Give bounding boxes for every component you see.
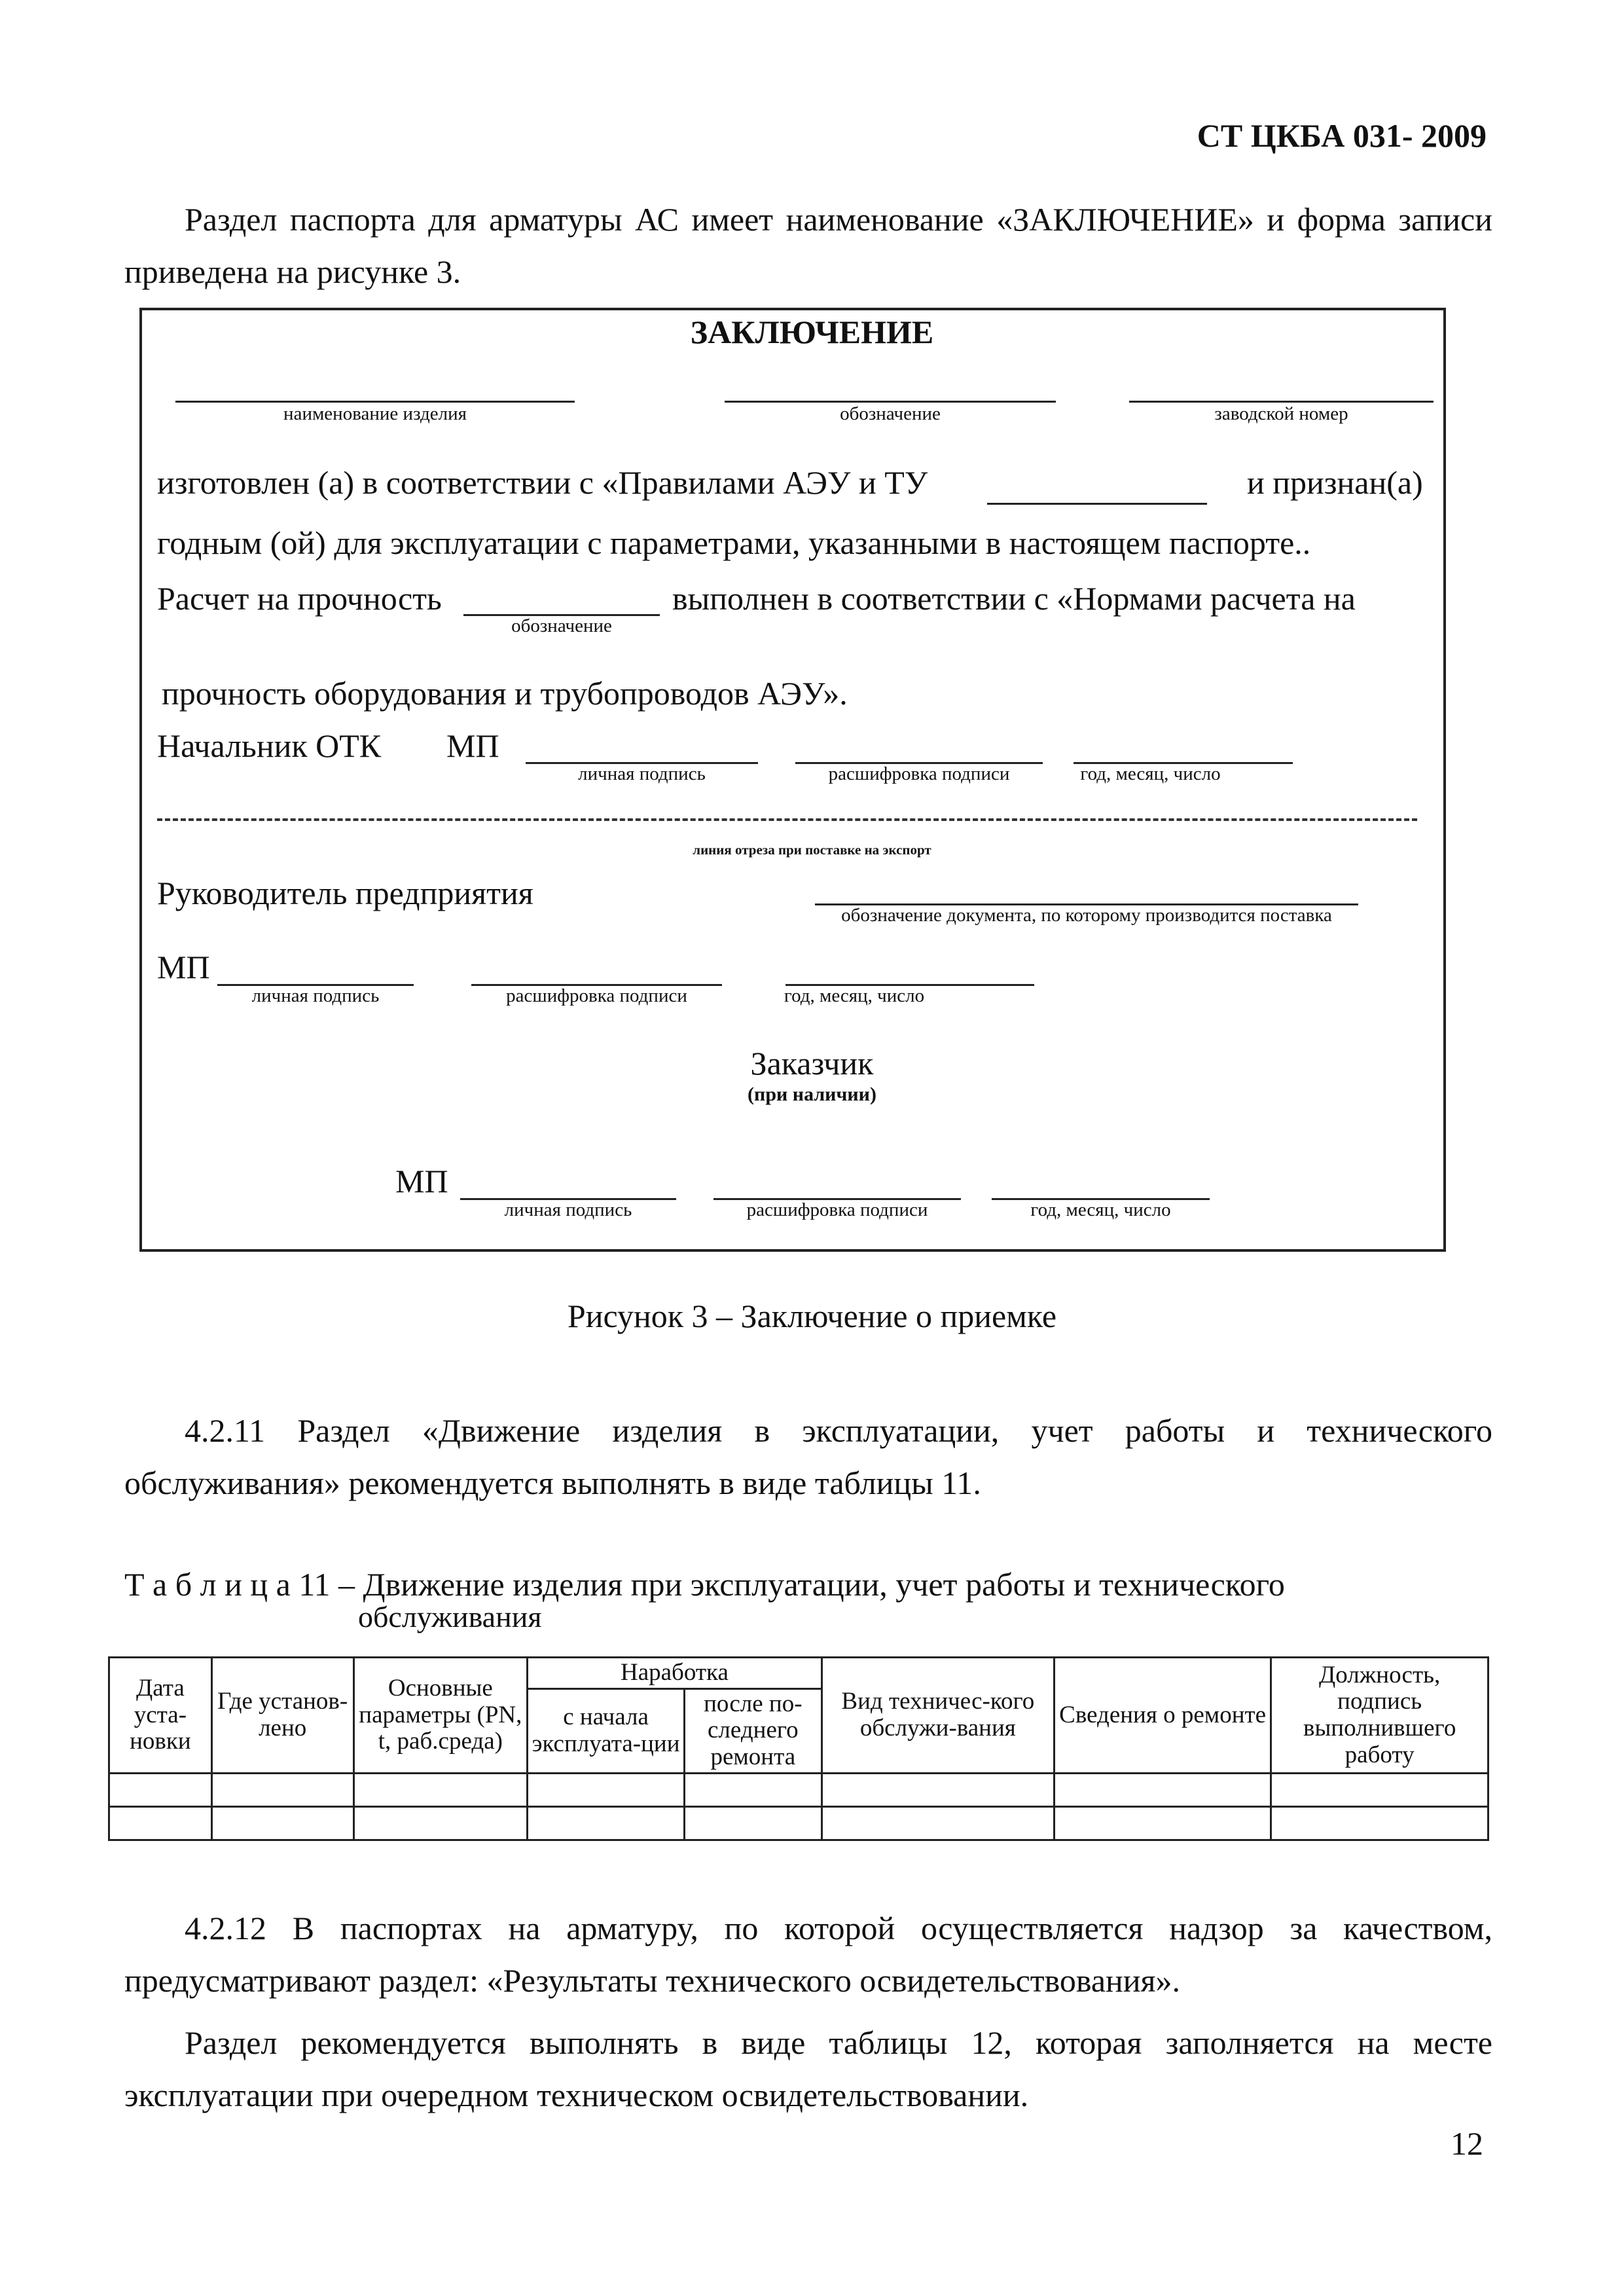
customer-label: Заказчик (750, 1045, 874, 1082)
enterprise-date-caption: год, месяц, число (784, 985, 925, 1006)
table-cell (1054, 1806, 1271, 1840)
customer-stamp-label: МП (395, 1163, 448, 1199)
table-cell (211, 1773, 353, 1806)
section-4-2-11-word: в (754, 1412, 770, 1449)
table-cell (109, 1806, 212, 1840)
section-4-2-11-word: эксплуатации, (802, 1412, 1000, 1449)
figure-caption: Рисунок 3 – Заключение о приемке (567, 1298, 1057, 1334)
conclusion-line-3-right: выполнен в соответствии с «Нормами расчета на (672, 580, 1356, 617)
section-4-2-11-word: и (1257, 1412, 1275, 1449)
section-4-2-12-line-3: Раздел рекомендуется выполнять в виде таблицы 12, которая заполняется на месте (185, 2024, 1492, 2061)
export-cut-line (157, 818, 1417, 821)
conclusion-line-1-left: изготовлен (а) в соответствии с «Правилами АЭУ и ТУ (157, 464, 928, 501)
conclusion-line-4: прочность оборудования и трубопроводов АЭУ». (162, 675, 848, 712)
section-4-2-12-line-4: эксплуатации при очередном техническом освидетельствовании. (124, 2077, 1029, 2113)
section-4-2-12-line-1: 4.2.12 В паспортах на арматуру, по которой осуществляется надзор за качеством, (185, 1910, 1492, 1946)
enterprise-transcript-caption: расшифровка подписи (506, 985, 687, 1006)
header-service-type: Вид техничес-кого обслужи-вания (821, 1658, 1054, 1774)
otk-date-caption: год, месяц, число (1080, 763, 1221, 784)
table-cell (109, 1773, 212, 1806)
customer-date-caption: год, месяц, число (1030, 1199, 1171, 1220)
designation-line (725, 401, 1056, 403)
table-11 (108, 1656, 1489, 1841)
table-cell (1054, 1773, 1271, 1806)
customer-note: (при наличии) (748, 1084, 876, 1105)
table-cell (353, 1806, 528, 1840)
table-row (109, 1773, 1489, 1806)
table-cell (684, 1806, 821, 1840)
table-cell (1271, 1806, 1489, 1840)
section-4-2-12-line-2: предусматривают раздел: «Результаты технического освидетельствования». (124, 1962, 1181, 1999)
strength-calc-caption: обозначение (511, 615, 612, 636)
conclusion-line-2: годным (ой) для эксплуатации с параметрами, указанными в настоящем паспорте.. (157, 524, 1311, 561)
serial-number-line (1129, 401, 1434, 403)
table-cell (211, 1806, 353, 1840)
otk-chief-label: Начальник ОТК (157, 727, 382, 764)
product-name-caption: наименование изделия (283, 403, 467, 424)
table-cell (353, 1773, 528, 1806)
table-cell (821, 1806, 1054, 1840)
section-4-2-11-word: учет (1031, 1412, 1093, 1449)
tu-blank-line (987, 503, 1207, 505)
conclusion-line-1-right: и признан(а) (1247, 464, 1423, 501)
section-4-2-11-line-1 (185, 1401, 1492, 1460)
enterprise-head-label: Руководитель предприятия (157, 875, 533, 911)
export-cut-caption: линия отреза при поставке на экспорт (693, 842, 931, 858)
header-where: Где установ-лено (211, 1658, 353, 1774)
product-name-line (175, 401, 575, 403)
header-date: Дата уста-новки (109, 1658, 212, 1774)
customer-transcript-caption: расшифровка подписи (746, 1199, 928, 1220)
table-row (109, 1806, 1489, 1840)
section-4-2-11-line-2: обслуживания» рекомендуется выполнять в виде таблицы 11. (124, 1465, 981, 1501)
section-4-2-11-word: технического (1307, 1412, 1492, 1449)
section-4-2-11-word: изделия (612, 1412, 723, 1449)
header-params: Основные параметры (PN, t, раб.среда) (353, 1658, 528, 1774)
section-4-2-11-word: работы (1125, 1412, 1225, 1449)
conclusion-line-3-left: Расчет на прочность (157, 580, 442, 617)
table-11-title-line-2: обслуживания (358, 1600, 542, 1633)
header-since-start: с начала эксплуата-ции (528, 1688, 685, 1773)
intro-line-2: приведена на рисунке 3. (124, 253, 461, 290)
header-after-repair: после по-следнего ремонта (684, 1688, 821, 1773)
header-runtime: Наработка (528, 1658, 822, 1689)
table-11-title-line-1: Т а б л и ц а 11 – Движение изделия при эксплуатации, учет работы и технического (124, 1566, 1285, 1603)
document-code: СТ ЦКБА 031- 2009 (1197, 117, 1487, 154)
table-cell (528, 1806, 685, 1840)
conclusion-title: ЗАКЛЮЧЕНИЕ (690, 314, 934, 350)
designation-caption: обозначение (840, 403, 941, 424)
section-4-2-11-word: «Движение (422, 1412, 581, 1449)
header-repair-info: Сведения о ремонте (1054, 1658, 1271, 1774)
otk-transcript-caption: расшифровка подписи (828, 763, 1010, 784)
header-position: Должность, подпись выполнившего работу (1271, 1658, 1489, 1774)
table-cell (1271, 1773, 1489, 1806)
supply-doc-caption: обозначение документа, по которому производится поставка (841, 905, 1332, 926)
table-cell (684, 1773, 821, 1806)
otk-signature-caption: личная подпись (578, 763, 706, 784)
otk-stamp-label: МП (446, 727, 499, 764)
section-4-2-11-word: Раздел (297, 1412, 390, 1449)
enterprise-stamp-label: МП (157, 949, 210, 985)
serial-number-caption: заводской номер (1214, 403, 1348, 424)
page-number: 12 (1451, 2125, 1483, 2162)
section-4-2-11-word: 4.2.11 (185, 1412, 266, 1449)
table-cell (821, 1773, 1054, 1806)
customer-signature-caption: личная подпись (504, 1199, 632, 1220)
table-cell (528, 1773, 685, 1806)
intro-line-1: Раздел паспорта для арматуры АС имеет наименование «ЗАКЛЮЧЕНИЕ» и форма записи (185, 201, 1492, 238)
enterprise-signature-caption: личная подпись (251, 985, 380, 1006)
conclusion-form-frame (139, 308, 1446, 1252)
